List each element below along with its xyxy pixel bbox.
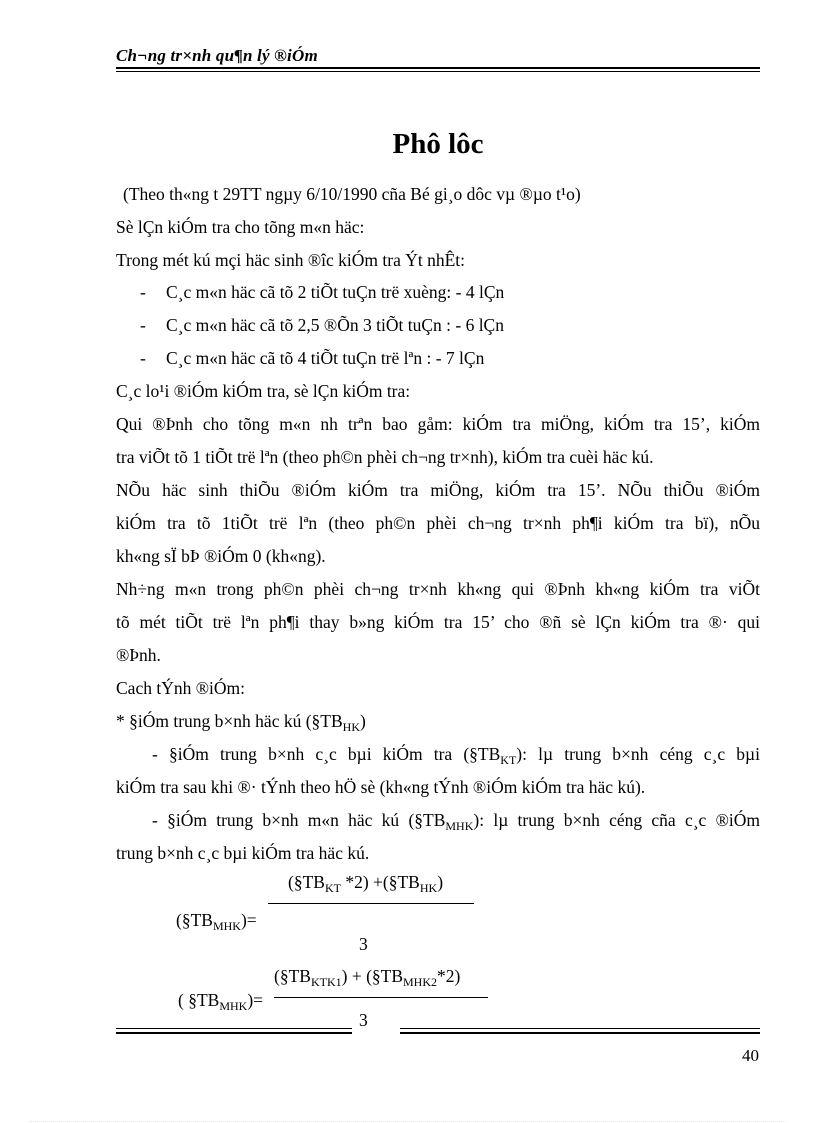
paragraph-3-line: tõ mét tiÕt trë lªn ph¶i thay b»ng kiÓm tra 15’ cho ®ñ sè lÇn kiÓm tra ®· qui	[116, 612, 760, 632]
body-line-2: Trong mét kú mçi häc sinh ®îc kiÓm tra Ýt nhÊt:	[116, 250, 466, 270]
body-line-3: C¸c lo¹i ®iÓm kiÓm tra, sè lÇn kiÓm tra:	[116, 381, 411, 401]
paragraph-2-line: NÕu häc sinh thiÕu ®iÓm kiÓm tra miÖng, kiÓm tra 15’. NÕu thiÕu ®iÓm	[116, 480, 760, 500]
footer-rule-left-top	[116, 1028, 352, 1029]
paragraph-2-line: kh«ng sÏ bÞ ®iÓm 0 (kh«ng).	[116, 546, 326, 566]
paragraph-1-line: tra viÕt tõ 1 tiÕt trë lªn (theo ph©n phèi ch¬ng tr×nh), kiÓm tra cuèi häc kú.	[116, 447, 654, 467]
body-line-1: Sè lÇn kiÓm tra cho tõng m«n häc:	[116, 217, 365, 237]
sub-item-a-line: - §iÓm trung b×nh c¸c bµi kiÓm tra $(\S TB_{KT})$: lµ trung b×nh céng c¸c bµi	[152, 744, 760, 767]
sub-item-b-line: trung b×nh c¸c bµi kiÓm tra häc kú.	[116, 843, 370, 863]
page-title: Phô lôc	[392, 128, 484, 160]
page-number: 40	[742, 1046, 759, 1065]
bullet-item: C¸c m«n häc cã tõ 2 tiÕt tuÇn trë xuèng: - 4 lÇn	[166, 282, 505, 302]
running-header-title: Ch¬ng tr×nh qu¶n lý ®iÓm	[116, 46, 318, 65]
bullet-mark: -	[140, 315, 146, 335]
page-bottom-border	[30, 1121, 786, 1122]
bullet-mark: -	[140, 348, 146, 368]
bullet-item: C¸c m«n häc cã tõ 4 tiÕt tuÇn trë lªn : - 7 lÇn	[166, 348, 485, 368]
average-semester-heading: * §iÓm trung b×nh häc kú $(\S TB_{HK})$	[116, 711, 366, 734]
header-rule-bottom	[116, 71, 760, 72]
formula-1-denominator: 3	[359, 934, 368, 954]
body-line-4: Cach tÝnh ®iÓm:	[116, 678, 245, 698]
header-rule-top	[116, 67, 760, 69]
formula-2-fraction-bar	[274, 997, 488, 998]
sub-item-a-line: kiÓm tra sau khi ®· tÝnh theo hÖ sè (kh«ng tÝnh ®iÓm kiÓm tra häc kú).	[116, 777, 646, 797]
bullet-mark: -	[140, 282, 146, 302]
paragraph-1-line: Qui ®Þnh cho tõng m«n nh trªn bao gåm: kiÓm tra miÖng, kiÓm tra 15’, kiÓm	[116, 414, 760, 434]
intro-line: (Theo th«ng t 29TT ngµy 6/10/1990 cña Bé gi¸o dôc vµ ®µo t¹o)	[123, 184, 581, 204]
paragraph-3-line: Nh÷ng m«n trong ph©n phèi ch¬ng tr×nh kh«ng qui ®Þnh kh«ng kiÓm tra viÕt	[116, 579, 760, 599]
formula-1-lhs: $(\S TB_{MHK})=$	[176, 910, 257, 933]
formula-2-denominator: 3	[359, 1010, 368, 1030]
footer-rule-right-bottom	[400, 1032, 760, 1034]
footer-rule-right-top	[400, 1028, 760, 1029]
bullet-item: C¸c m«n häc cã tõ 2,5 ®Õn 3 tiÕt tuÇn : - 6 lÇn	[166, 315, 504, 335]
sub-item-b-line: - §iÓm trung b×nh m«n häc kú $(\S TB_{MHK})$: lµ trung b×nh céng cña c¸c ®iÓm	[152, 810, 760, 833]
footer-rule-left-bottom	[116, 1032, 352, 1034]
formula-1-numerator: ($\S TB_{KT}$ $*2) +(\S TB_{HK})$	[288, 872, 444, 895]
paragraph-2-line: kiÓm tra tõ 1tiÕt trë lªn (theo ph©n phèi ch¬ng tr×nh ph¶i kiÓm tra bï), nÕu	[116, 513, 760, 533]
formula-1-fraction-bar	[268, 903, 474, 904]
formula-2-numerator: $(\S TB_{KTK1})$ + $(\S TB_{MHK2}*2)$	[274, 966, 461, 989]
formula-2-lhs: ( $\S TB_{MHK})=$	[178, 990, 264, 1013]
paragraph-3-line: ®Þnh.	[116, 645, 161, 665]
